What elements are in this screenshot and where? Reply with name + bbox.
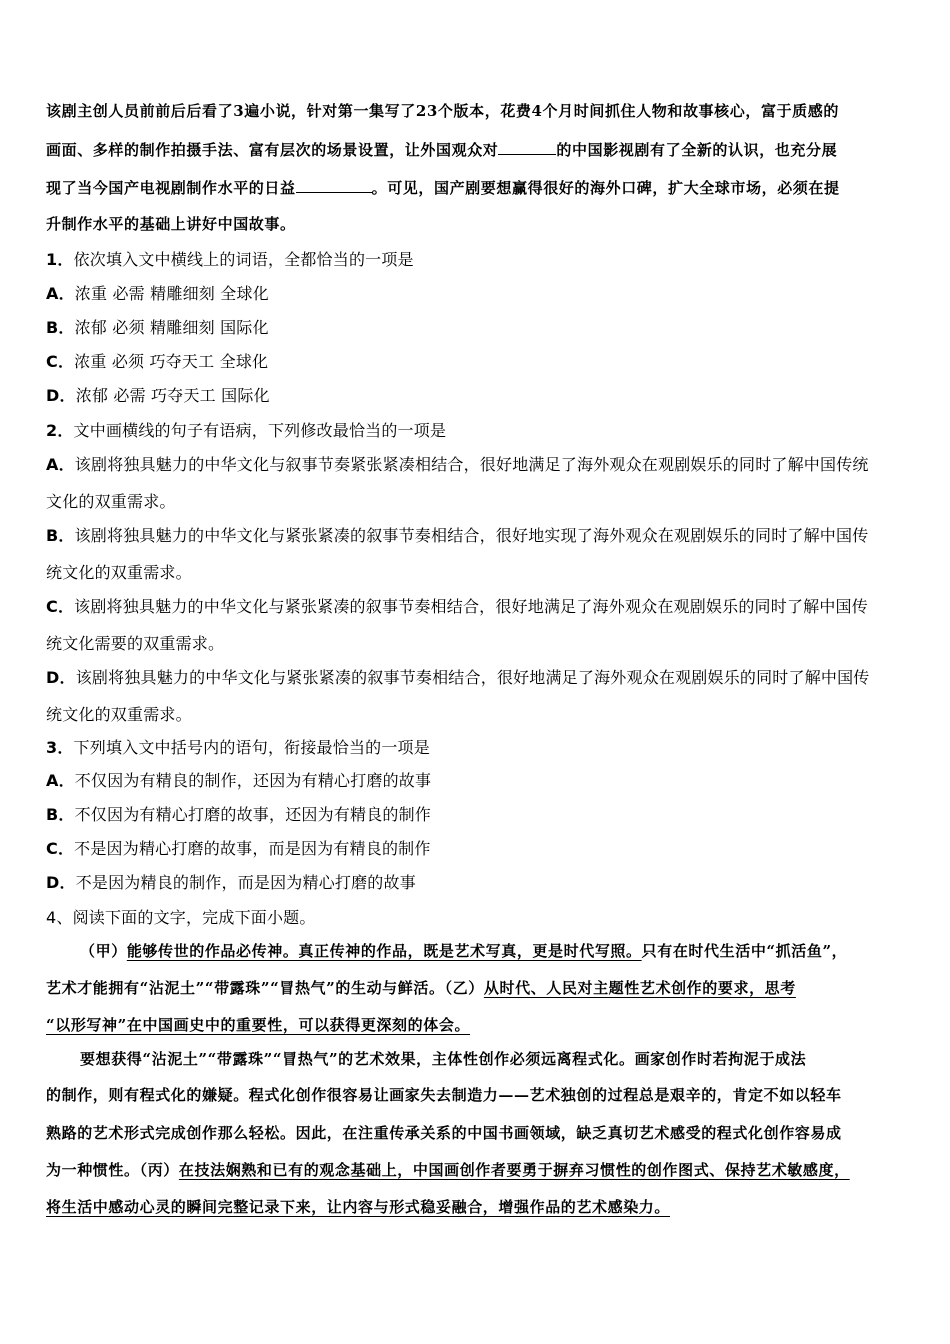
question-2-stem: 2．文中画横线的句子有语病，下列修改最恰当的一项是	[46, 421, 447, 440]
fill-blank	[296, 178, 372, 193]
question-2-option-a: A．该剧将独具魅力的中华文化与叙事节奏紧张紧凑相结合，很好地满足了海外观众在观剧娱乐的同时了解中国传统	[46, 455, 869, 474]
question-2-option-c-cont: 统文化需要的双重需求。	[46, 634, 225, 653]
question-1-option-d: D．浓郁 必需 巧夺天工 国际化	[46, 386, 270, 405]
question-2-option-d-cont: 统文化的双重需求。	[46, 705, 192, 724]
reading-p1-line-1: （甲）能够传世的作品必传神。真正传神的作品，既是艺术写真，更是时代写照。只有在时代生活中“抓活鱼”，	[80, 942, 848, 960]
question-3-option-b: B．不仅因为有精心打磨的故事，还因为有精良的制作	[46, 805, 432, 824]
passage-line-2: 画面、多样的制作拍摄手法、富有层次的场景设置，让外国观众对 的中国影视剧有了全新的认识，也充分展	[46, 141, 838, 159]
question-2-option-c: C．该剧将独具魅力的中华文化与紧张紧凑的叙事节奏相结合，很好地满足了海外观众在观剧娱乐的同时了解中国传	[46, 597, 868, 616]
reading-p1-line-2: 艺术才能拥有“沾泥土”“带露珠”“冒热气”的生动与鲜活。（乙）从时代、人民对主题性艺术创作的要求，思考	[46, 979, 796, 997]
question-2-option-d: D．该剧将独具魅力的中华文化与紧张紧凑的叙事节奏相结合，很好地满足了海外观众在观剧娱乐的同时了解中国传	[46, 668, 870, 687]
reading-p2-line-3: 熟路的艺术形式完成创作那么轻松。因此，在注重传承关系的中国书画领域，缺乏真切艺术感受的程式化创作容易成	[46, 1124, 842, 1142]
reading-p1-line-3: “以形写神”在中国画史中的重要性，可以获得更深刻的体会。	[46, 1016, 471, 1034]
passage-line-4: 升制作水平的基础上讲好中国故事。	[46, 215, 296, 233]
question-2-option-a-cont: 文化的双重需求。	[46, 492, 176, 511]
question-1-option-c: C．浓重 必须 巧夺天工 全球化	[46, 352, 269, 371]
reading-p2-line-4: 为一种惯性。（丙）在技法娴熟和已有的观念基础上，中国画创作者要勇于摒弃习惯性的创作图式、保持艺术敏感度，	[46, 1161, 850, 1179]
passage-line-1: 该剧主创人员前前后后看了3遍小说，针对第一集写了23个版本，花费4个月时间抓住人物和故事核心，富于质感的	[46, 102, 839, 120]
reading-p2-line-1: 要想获得“沾泥土”“带露珠”“冒热气”的艺术效果，主体性创作必须远离程式化。画家创作时若拘泥于成法	[80, 1050, 807, 1068]
question-3-option-a: A．不仅因为有精良的制作，还因为有精心打磨的故事	[46, 771, 432, 790]
reading-p2-line-2: 的制作，则有程式化的嫌疑。程式化创作很容易让画家失去制造力——艺术独创的过程总是艰辛的，肯定不如以轻车	[46, 1086, 842, 1104]
question-2-option-b: B．该剧将独具魅力的中华文化与紧张紧凑的叙事节奏相结合，很好地实现了海外观众在观剧娱乐的同时了解中国传	[46, 526, 869, 545]
reading-p2-line-5: 将生活中感动心灵的瞬间完整记录下来，让内容与形式稳妥融合，增强作品的艺术感染力。	[46, 1198, 671, 1216]
question-1-stem: 1．依次填入文中横线上的词语，全都恰当的一项是	[46, 250, 414, 269]
question-4-heading: 4、阅读下面的文字，完成下面小题。	[46, 908, 316, 927]
question-3-stem: 3．下列填入文中括号内的语句，衔接最恰当的一项是	[46, 738, 430, 757]
question-3-option-c: C．不是因为精心打磨的故事，而是因为有精良的制作	[46, 839, 431, 858]
question-3-option-d: D．不是因为精良的制作，而是因为精心打磨的故事	[46, 873, 416, 892]
fill-blank	[498, 140, 556, 155]
question-1-option-a: A．浓重 必需 精雕细刻 全球化	[46, 284, 269, 303]
question-2-option-b-cont: 统文化的双重需求。	[46, 563, 192, 582]
question-1-option-b: B．浓郁 必须 精雕细刻 国际化	[46, 318, 269, 337]
passage-line-3: 现了当今国产电视剧制作水平的日益 。可见，国产剧要想赢得很好的海外口碑，扩大全球市场，必须在提	[46, 179, 840, 197]
